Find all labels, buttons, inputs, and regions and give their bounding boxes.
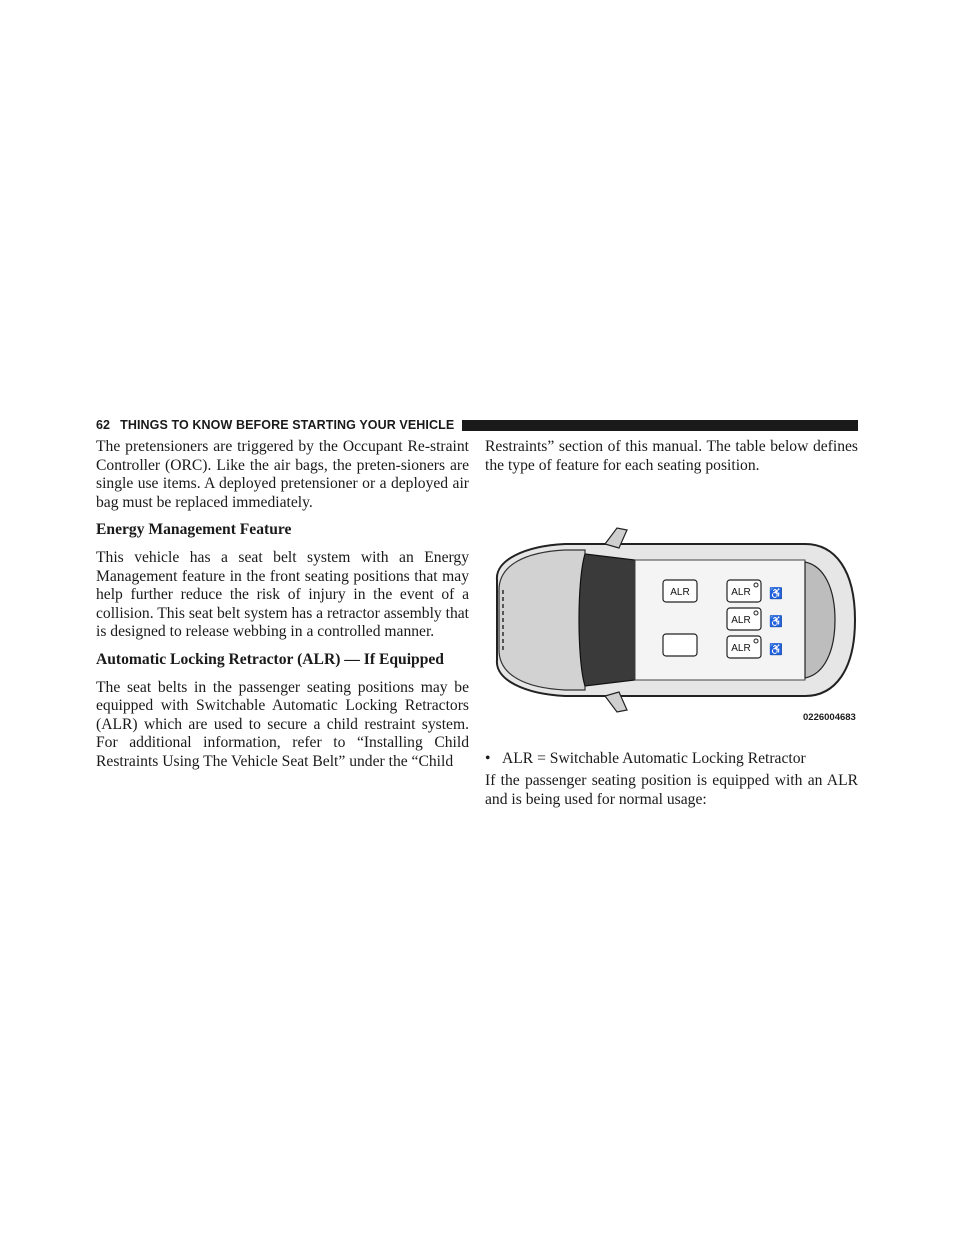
vehicle-seating-diagram — [485, 520, 858, 732]
driver-seat-box — [663, 634, 697, 656]
right-column-top — [485, 438, 858, 475]
right-column-bottom — [485, 772, 858, 809]
bullet-icon: • — [485, 750, 491, 767]
restraints-paragraph: Restraints” section of this manual. The table below defines the type of feature for each seating position. — [485, 438, 858, 474]
child-seat-icon: ♿ — [769, 644, 783, 656]
energy-management-heading: Energy Management Feature — [96, 521, 292, 539]
svg-text:ALR: ALR — [731, 643, 751, 654]
normal-usage-paragraph: If the passenger seating position is equipped with an ALR and is being used for normal usage: — [485, 772, 858, 808]
svg-text:ALR: ALR — [670, 587, 690, 598]
svg-text:ALR: ALR — [731, 615, 751, 626]
header-rule — [462, 420, 858, 431]
pretensioner-paragraph: The pretensioners are triggered by the Occupant Re-straint Controller (ORC). Like the air bags, the preten-sioners are single use items. A deployed pretensioner or a deployed air bag must be replaced immediately. — [96, 438, 469, 511]
energy-management-paragraph: This vehicle has a seat belt system with an Energy Management feature in the front seating positions that may help further reduce the risk of injury in the event of a collision. This seat belt system has a retractor assembly that is designed to release webbing in a controlled manner. — [96, 548, 470, 641]
section-title: THINGS TO KNOW BEFORE STARTING YOUR VEHICLE — [120, 418, 455, 432]
vehicle-top-view-illustration — [485, 520, 858, 732]
page-header — [96, 417, 858, 433]
left-column — [96, 438, 469, 772]
alr-legend-text: ALR = Switchable Automatic Locking Retractor — [502, 750, 806, 767]
svg-text:ALR: ALR — [731, 587, 751, 598]
figure-code: 0226004683 — [803, 712, 856, 723]
child-seat-icon: ♿ — [769, 616, 783, 628]
child-seat-icon: ♿ — [769, 588, 783, 600]
front-passenger-alr-label — [663, 580, 697, 602]
page-number: 62 — [96, 418, 111, 432]
alr-paragraph: The seat belts in the passenger seating positions may be equipped with Switchable Automatic Locking Retractors (ALR) which are used to secure a child restraint system. For additional information, refer to “Installing Child Restraints Using The Vehicle Seat Belt” under the “Child — [96, 678, 469, 770]
alr-legend-bullet — [485, 750, 858, 769]
alr-heading: Automatic Locking Retractor (ALR) — If Equipped — [96, 650, 444, 668]
